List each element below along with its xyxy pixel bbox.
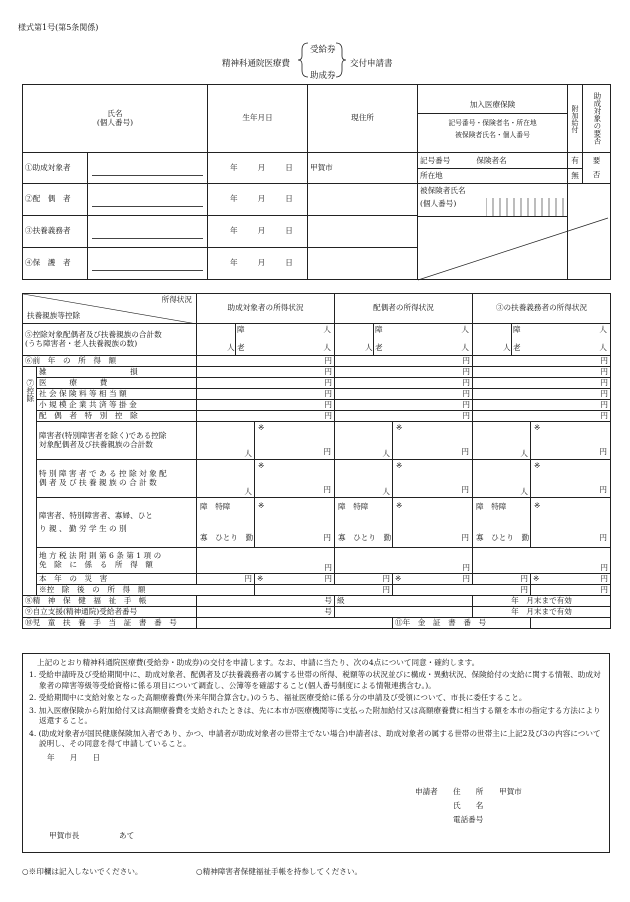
ins-kojin: (個人番号) — [420, 199, 457, 208]
dep2-divider — [373, 324, 374, 356]
child-label: ⑩児 童 扶 養 手 当 証 書 番 号 — [23, 618, 197, 629]
disdep-col3-yen: 円 — [599, 447, 607, 457]
disaster-col1-b[interactable] — [255, 574, 335, 585]
disdep-col1-yen: 円 — [323, 447, 331, 457]
status1: 障害者、特別障害者、寡婦、ひと — [39, 510, 153, 520]
ded-3-col2[interactable]: 円 — [335, 400, 473, 411]
dependents-col1[interactable] — [197, 324, 335, 356]
pension-number[interactable] — [531, 618, 611, 629]
ded-1-col1[interactable]: 円 — [197, 378, 335, 389]
after-col2[interactable]: 円 — [393, 585, 531, 596]
ins-hokensha: 保険者名 — [476, 156, 507, 165]
month-3: 月 — [257, 226, 266, 236]
handbook-label: ⑧精 神 保 健 福 祉 手 帳 — [23, 596, 197, 607]
disaster-col3-yen: 円 — [600, 573, 608, 583]
dep1-divider — [235, 324, 236, 356]
deduction-side-label — [23, 367, 37, 596]
title-option-ticket2: 助成券 — [310, 71, 336, 81]
month-1: 月 — [257, 162, 266, 172]
col2-header: 配偶者の所得状況 — [335, 294, 473, 324]
disaster-label: 本 年 の 災 害 — [37, 574, 197, 585]
after-col3[interactable]: 円 — [531, 585, 611, 596]
st-col3-mark: ※ — [534, 501, 541, 510]
income-table — [22, 293, 611, 629]
status-col1-type[interactable] — [197, 498, 255, 548]
localtax-col2[interactable]: 円 — [335, 548, 473, 574]
prev-income-col1[interactable]: 円 — [197, 356, 335, 367]
ded-3-col3[interactable]: 円 — [473, 400, 611, 411]
local-tax2: 免 除 に 係 る 所 得 額 — [39, 559, 153, 569]
prev-income-col3[interactable]: 円 — [473, 356, 611, 367]
year-2: 年 — [230, 194, 238, 204]
disdep-col2-count[interactable]: 人 — [335, 422, 393, 460]
col-insurance-sub1: 記号番号・保険者名・所在地 — [448, 119, 537, 128]
notes-item-1: 1. 受給申請時及び受給期間中に、助成対象者、配偶者及び扶養義務者の属する世帯の所得、税額等の状況並びに構成・異動状況、保険給付の支給に関する情報、助成対象者の障害等級等受給資格に係る項目について調査し、公簿等を確認すること(個人番号制度による情報連携含む。)。 — [29, 670, 601, 691]
spdep-col2-count[interactable]: 人 — [335, 460, 393, 498]
disaster-col1-a[interactable]: 円 — [197, 574, 255, 585]
disdep-col3-amount[interactable] — [531, 422, 611, 460]
col-supplement-header — [568, 85, 583, 153]
corner-cell — [23, 294, 197, 324]
st2-widow: 寡 — [338, 533, 346, 543]
special-dep-label — [37, 460, 197, 498]
st3-student: 勤 — [521, 533, 530, 543]
status-col2-amount[interactable] — [393, 498, 473, 548]
birth-cell-4[interactable] — [208, 248, 308, 280]
dep2-person-b: 人 — [365, 343, 373, 353]
handbook-valid[interactable]: 年 月末まで有効 — [473, 596, 611, 607]
name-line-4 — [92, 256, 203, 271]
st2-student: 勤 — [383, 533, 392, 543]
spdep-col3-count[interactable]: 人 — [473, 460, 531, 498]
special-dep1: 特 別 障 害 者 で あ る 控 除 対 象 配 — [39, 468, 167, 478]
spdep-col1-count[interactable]: 人 — [197, 460, 255, 498]
day-3: 日 — [285, 226, 293, 236]
special-dep2: 偶 者 及 び 扶 養 親 族 の 合 計 数 — [39, 477, 157, 487]
year-1: 年 — [230, 162, 238, 172]
st1-disabled: 障 — [200, 502, 208, 511]
col1-header: 助成対象者の所得状況 — [197, 294, 335, 324]
address-cell-1[interactable] — [308, 153, 418, 184]
st1-row2 — [200, 534, 253, 543]
pension-label: ⑪年 金 証 書 番 号 — [393, 618, 531, 629]
st3-row1 — [476, 503, 506, 512]
need-no: 否 — [592, 170, 601, 179]
deduction-label: ⑦控除 — [25, 379, 35, 402]
corner-top: 所得状況 — [161, 295, 192, 304]
notes-item-4: 4. (助成対象者が国民健康保険加入者であり、かつ、申請者が助成対象者の世帯主でない場合)申請者は、助成対象者の属する世帯の世帯主に上記2及び3の内容について説明し、その同意を得て申請していること。 — [29, 728, 601, 749]
notes-date[interactable]: 年 月 日 — [47, 752, 101, 762]
address-cell-4[interactable] — [308, 248, 418, 280]
dep3-person-a: 人 — [599, 325, 607, 334]
col-supplement: 附加給付 — [571, 104, 580, 133]
disdep-col2-yen: 円 — [461, 447, 469, 457]
status2: り 親 、 勤 労 学 生 の 別 — [39, 523, 127, 533]
name-cell-1[interactable] — [88, 153, 208, 184]
ins-shozaichi: 所在地 — [420, 171, 443, 180]
address-cell-3[interactable] — [308, 216, 418, 248]
st1-row1 — [200, 503, 230, 512]
st3-disabled: 障 — [476, 502, 484, 511]
after-col1[interactable]: 円 — [255, 585, 393, 596]
row-label-1: ①助成対象者 — [23, 153, 88, 184]
need-cell[interactable] — [583, 153, 611, 184]
col-need-header — [583, 85, 611, 153]
jiritsu-blank[interactable] — [335, 607, 473, 618]
handbook-number[interactable]: 号 — [197, 596, 335, 607]
ded-0-col3[interactable]: 円 — [473, 367, 611, 378]
birth-cell-1[interactable] — [208, 153, 308, 184]
jiritsu-number[interactable]: 号 — [197, 607, 335, 618]
handbook-grade[interactable] — [335, 596, 473, 607]
dep1-person-b: 人 — [227, 343, 235, 353]
col-need: 助成対象の要否 — [592, 92, 602, 145]
insured-diagonal — [418, 216, 610, 282]
dependents-col2[interactable] — [335, 324, 473, 356]
ded-1-col2[interactable]: 円 — [335, 378, 473, 389]
disdep-col2-mark: ※ — [396, 423, 403, 432]
dep2-person-c: 人 — [461, 343, 469, 353]
footer-note1: ○※印欄は記入しないでください。 — [22, 867, 143, 876]
dep1-person-a: 人 — [323, 325, 331, 334]
dep3-disabled: 障 — [513, 325, 521, 334]
disaster-col2-b[interactable] — [393, 574, 473, 585]
dependents-label-cell — [23, 324, 197, 356]
ins-row-kigou — [418, 153, 567, 169]
ded-2-col1[interactable]: 円 — [197, 389, 335, 400]
spdep-col2-amount[interactable] — [393, 460, 473, 498]
child-number[interactable] — [197, 618, 393, 629]
title-suffix: 交付申請書 — [350, 59, 393, 69]
addressee-to: 甲賀市長 — [49, 831, 80, 840]
prev-income-label: ⑥前 年 の 所 得 額 — [23, 356, 197, 367]
ded-2-col2[interactable]: 円 — [335, 389, 473, 400]
supplement-cell[interactable] — [568, 153, 583, 184]
name-line-1 — [92, 161, 203, 176]
local-tax-label — [37, 548, 197, 574]
addressee-ate: あて — [119, 831, 135, 840]
st2-special: 特障 — [353, 502, 369, 511]
spdep-col1-mark: ※ — [258, 461, 265, 470]
disdep-col1-amount[interactable] — [255, 422, 335, 460]
local-tax1: 地 方 税 法 附 則 第 6 条 第 1 項 の — [39, 550, 162, 560]
dep2-person-a: 人 — [461, 325, 469, 334]
st1-single: ひとり — [215, 533, 238, 543]
st2-single: ひとり — [353, 533, 376, 543]
spdep-col3-amount[interactable] — [531, 460, 611, 498]
supp-no: 無 — [571, 171, 579, 180]
disaster-col2-a[interactable]: 円 — [335, 574, 393, 585]
notes-item-2: 2. 受給期間中に支給対象となった高額療養費(外来年間合算含む。)のうち、福祉医療受給に係る分の申請及び受領について、市長に委任すること。 — [29, 693, 527, 703]
number-box-lines — [486, 198, 574, 216]
name-line-3 — [92, 224, 203, 239]
ded-item-3: 小 規 模 企 業 共 済 等 掛 金 — [37, 400, 197, 411]
ded-item-2: 社 会 保 険 料 等 相 当 額 — [37, 389, 197, 400]
ded-4-col1[interactable]: 円 — [197, 411, 335, 422]
ded-0-col2[interactable]: 円 — [335, 367, 473, 378]
address-1: 甲賀市 — [310, 162, 333, 172]
year-4: 年 — [230, 258, 238, 268]
birth-cell-2[interactable] — [208, 184, 308, 216]
dep1-person-c: 人 — [323, 343, 331, 353]
st-col1-mark: ※ — [258, 501, 265, 510]
st3-widow: 寡 — [476, 533, 484, 543]
disabled-dep2: 対象配偶者及び扶養親族の合計数 — [39, 439, 153, 449]
dep3-elderly: 老 — [513, 343, 521, 353]
col3-header: ③の扶養義務者の所得状況 — [473, 294, 611, 324]
applicant-address-label: 住 所 — [453, 787, 484, 796]
month-4: 月 — [257, 258, 266, 268]
st-col3-yen: 円 — [599, 533, 607, 543]
spdep-col2-yen: 円 — [461, 485, 469, 495]
day-2: 日 — [285, 194, 293, 204]
st3-single: ひとり — [491, 533, 514, 543]
disaster-col2-yen: 円 — [462, 573, 470, 583]
status-label — [37, 498, 197, 548]
dep2-elderly: 老 — [375, 343, 383, 353]
st1-widow: 寡 — [200, 533, 208, 543]
disaster-col3-b[interactable] — [531, 574, 611, 585]
ded-4-col3[interactable]: 円 — [473, 411, 611, 422]
col-name: 氏名 — [107, 108, 123, 118]
notes-item-3: 3. 加入医療保険から附加給付又は高額療養費を支給されたときは、先に本市が医療機関等に支払った附加給付又は高額療養費に相当する額を本市の指定する方法により返還すること。 — [29, 705, 601, 726]
applicant-address-value[interactable]: 甲賀市 — [499, 787, 522, 796]
status-col3-type[interactable] — [473, 498, 531, 548]
ded-2-col3[interactable]: 円 — [473, 389, 611, 400]
day-1: 日 — [285, 162, 293, 172]
prev-income-col2[interactable]: 円 — [335, 356, 473, 367]
col-insurance: 加入医療保険 — [418, 97, 567, 114]
st3-special: 特障 — [491, 502, 507, 511]
title-option-ticket1: 受給券 — [310, 45, 336, 55]
jiritsu-valid[interactable]: 年 月末まで有効 — [473, 607, 611, 618]
ded-item-1: 医 療 費 — [37, 378, 197, 389]
dep3-divider — [511, 324, 512, 356]
dep1-elderly: 老 — [237, 343, 245, 353]
status-col1-amount[interactable] — [255, 498, 335, 548]
ded-item-4: 配 偶 者 特 別 控 除 — [37, 411, 197, 422]
spdep-col2-mark: ※ — [396, 461, 403, 470]
status-col2-type[interactable] — [335, 498, 393, 548]
col-name-sub: (個人番号) — [96, 117, 134, 127]
supp-yes: 有 — [568, 153, 582, 169]
name-line-2 — [92, 192, 203, 207]
name-cell-3[interactable] — [88, 216, 208, 248]
ins-kigou: 記号番号 — [420, 156, 451, 165]
status-col3-amount[interactable] — [531, 498, 611, 548]
st-col1-yen: 円 — [323, 533, 331, 543]
disabled-dep1: 障害者(特別障害者を除く)である控除 — [39, 430, 167, 440]
disaster-col3-mark: ※ — [533, 573, 540, 583]
st2-row1 — [338, 503, 368, 512]
disaster-col1-yen: 円 — [324, 573, 332, 583]
col-insurance-header — [418, 85, 568, 153]
disabled-dep-label — [37, 422, 197, 460]
ded-4-col2[interactable]: 円 — [335, 411, 473, 422]
disaster-col2-mark: ※ — [395, 573, 402, 583]
localtax-col3[interactable]: 円 — [473, 548, 611, 574]
consent-notes — [22, 653, 610, 853]
st2-disabled: 障 — [338, 502, 346, 511]
ded-3-col1[interactable]: 円 — [197, 400, 335, 411]
month-2: 月 — [257, 194, 266, 204]
after-deduction-label: ※控 除 後 の 所 得 額 — [37, 585, 255, 596]
address-cell-2[interactable] — [308, 184, 418, 216]
row-label-4: ④保 護 者 — [23, 248, 88, 280]
row-label-2: ②配 偶 者 — [23, 184, 88, 216]
ins-hihokensha: 被保険者氏名 — [420, 186, 466, 195]
disdep-col3-mark: ※ — [534, 423, 541, 432]
jiritsu-label: ⑨自立支援(精神通院)受給者番号 — [23, 607, 197, 618]
st-col2-yen: 円 — [461, 533, 469, 543]
corner-bottom: 扶養親族等控除 — [27, 311, 81, 321]
spdep-col1-amount[interactable] — [255, 460, 335, 498]
dep3-person-b: 人 — [503, 343, 511, 353]
insurance-cell-1[interactable] — [418, 153, 568, 184]
dep1-disabled: 障 — [237, 325, 245, 334]
row-label-3: ③扶養義務者 — [23, 216, 88, 248]
spdep-col1-yen: 円 — [323, 485, 331, 495]
form-number: 様式第1号(第5条関係) — [18, 23, 99, 32]
disdep-col3-count[interactable]: 人 — [473, 422, 531, 460]
localtax-col1[interactable]: 円 — [197, 548, 335, 574]
col-name-header — [23, 85, 208, 153]
notes-intro: 上記のとおり精神科通院医療費(受給券・助成券)の交付を申請します。なお、申請に当たり、次の4点について同意・確約します。 — [37, 658, 480, 667]
ded-item-0: 雑 損 — [37, 367, 197, 378]
dep2-disabled: 障 — [375, 325, 383, 334]
year-3: 年 — [230, 226, 238, 236]
disaster-col3-a[interactable]: 円 — [473, 574, 531, 585]
footer-note2: ○精神障害者保健福祉手帳を持参してください。 — [196, 867, 363, 876]
disdep-col2-amount[interactable] — [393, 422, 473, 460]
day-4: 日 — [285, 258, 293, 268]
need-yes: 要 — [592, 156, 601, 165]
disaster-col1-mark: ※ — [257, 573, 264, 583]
dependents-label1: ⑤控除対象配偶者及び扶養親族の合計数 — [25, 329, 162, 339]
col-birth-header: 生年月日 — [208, 85, 308, 153]
dep3-person-c: 人 — [599, 343, 607, 353]
st-col2-mark: ※ — [396, 501, 403, 510]
applicant-label: 申請者 — [415, 787, 438, 796]
handbook-grade-text: 級 — [337, 595, 345, 605]
birth-cell-3[interactable] — [208, 216, 308, 248]
spdep-col3-mark: ※ — [534, 461, 541, 470]
spdep-col3-yen: 円 — [599, 485, 607, 495]
dependents-label2: (うち障害者・老人扶養親族の数) — [25, 338, 138, 348]
st1-special: 特障 — [215, 502, 231, 511]
ded-1-col3[interactable]: 円 — [473, 378, 611, 389]
applicant-phone-label: 電話番号 — [453, 815, 484, 824]
disdep-col1-mark: ※ — [258, 423, 265, 432]
title-prefix: 精神科通院医療費 — [222, 59, 291, 69]
ded-0-col1[interactable]: 円 — [197, 367, 335, 378]
st3-row2 — [476, 534, 529, 543]
name-cell-2[interactable] — [88, 184, 208, 216]
name-cell-4[interactable] — [88, 248, 208, 280]
st1-student: 勤 — [245, 533, 254, 543]
st2-row2 — [338, 534, 391, 543]
col-insurance-sub2: 被保険者氏名・個人番号 — [455, 131, 530, 139]
col-address-header: 現住所 — [308, 85, 418, 153]
dependents-col3[interactable] — [473, 324, 611, 356]
applicant-name-label: 氏 名 — [453, 801, 484, 810]
disdep-col1-count[interactable]: 人 — [197, 422, 255, 460]
